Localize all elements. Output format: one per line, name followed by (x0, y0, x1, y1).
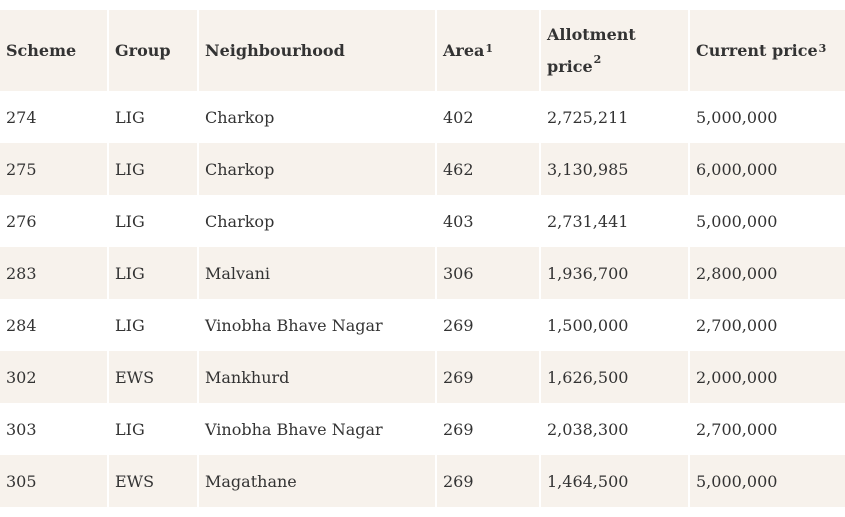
cell-area (437, 403, 539, 455)
allotment-price-value: 1,464,500 (547, 471, 629, 491)
area-value: 269 (443, 367, 474, 387)
current-price-value: 2,800,000 (696, 263, 778, 283)
group-value: LIG (115, 263, 145, 283)
table-row (0, 143, 840, 195)
header-allotment-line1: Allotment (547, 24, 636, 44)
cell-current-price (690, 299, 845, 351)
cell-allotment-price (541, 455, 688, 507)
table-row (0, 351, 840, 403)
area-value: 269 (443, 315, 474, 335)
table-row (0, 247, 840, 299)
cell-allotment-price (541, 299, 688, 351)
table-row (0, 91, 840, 143)
scheme-value: 303 (6, 419, 37, 439)
allotment-price-value: 1,936,700 (547, 263, 629, 283)
scheme-value: 276 (6, 211, 37, 231)
cell-allotment-price (541, 195, 688, 247)
cell-neighbourhood (199, 247, 435, 299)
current-price-value: 2,000,000 (696, 367, 778, 387)
cell-scheme (0, 143, 107, 195)
current-price-value: 5,000,000 (696, 107, 778, 127)
cell-current-price (690, 143, 845, 195)
table-row (0, 299, 840, 351)
area-value: 462 (443, 159, 474, 179)
scheme-value: 284 (6, 315, 37, 335)
scheme-value: 275 (6, 159, 37, 179)
cell-scheme (0, 195, 107, 247)
allotment-price-value: 2,038,300 (547, 419, 629, 439)
cell-area (437, 195, 539, 247)
cell-group (109, 195, 197, 247)
scheme-value: 274 (6, 107, 37, 127)
group-value: LIG (115, 107, 145, 127)
header-allotment-price (541, 10, 688, 91)
cell-scheme (0, 247, 107, 299)
area-value: 403 (443, 211, 474, 231)
cell-area (437, 91, 539, 143)
cell-current-price (690, 91, 845, 143)
neighbourhood-value: Vinobha Bhave Nagar (205, 419, 383, 439)
scheme-value: 302 (6, 367, 37, 387)
allotment-price-value: 1,500,000 (547, 315, 629, 335)
allotment-price-value: 2,725,211 (547, 107, 629, 127)
table-row (0, 195, 840, 247)
area-value: 306 (443, 263, 474, 283)
cell-neighbourhood (199, 143, 435, 195)
current-price-value: 5,000,000 (696, 211, 778, 231)
group-value: EWS (115, 367, 155, 387)
cell-group (109, 455, 197, 507)
cell-allotment-price (541, 247, 688, 299)
cell-neighbourhood (199, 299, 435, 351)
scheme-value: 283 (6, 263, 37, 283)
cell-allotment-price (541, 403, 688, 455)
housing-schemes-table (0, 10, 840, 507)
cell-neighbourhood (199, 91, 435, 143)
table-header-row (0, 10, 840, 91)
area-value: 402 (443, 107, 474, 127)
current-price-value: 6,000,000 (696, 159, 778, 179)
cell-group (109, 247, 197, 299)
neighbourhood-value: Charkop (205, 211, 275, 231)
cell-area (437, 299, 539, 351)
header-neighbourhood-label: Neighbourhood (205, 41, 345, 60)
cell-scheme (0, 351, 107, 403)
cell-allotment-price (541, 143, 688, 195)
allotment-price-value: 3,130,985 (547, 159, 629, 179)
cell-allotment-price (541, 351, 688, 403)
current-price-value: 5,000,000 (696, 471, 778, 491)
header-scheme-label: Scheme (6, 41, 77, 60)
group-value: LIG (115, 419, 145, 439)
neighbourhood-value: Magathane (205, 471, 297, 491)
area-value: 269 (443, 419, 474, 439)
cell-neighbourhood (199, 195, 435, 247)
cell-group (109, 299, 197, 351)
header-allotment-footnote: 2 (593, 53, 602, 67)
allotment-price-value: 1,626,500 (547, 367, 629, 387)
group-value: LIG (115, 211, 145, 231)
group-value: EWS (115, 471, 155, 491)
cell-allotment-price (541, 91, 688, 143)
header-area: Area $^1$ (437, 10, 539, 91)
cell-group (109, 403, 197, 455)
allotment-price-value: 2,731,441 (547, 211, 629, 231)
cell-group (109, 351, 197, 403)
header-group-label: Group (115, 41, 171, 60)
group-value: LIG (115, 315, 145, 335)
table-row (0, 403, 840, 455)
group-value: LIG (115, 159, 145, 179)
current-price-value: 2,700,000 (696, 315, 778, 335)
header-current-label: Current price (696, 41, 818, 60)
cell-scheme (0, 91, 107, 143)
cell-current-price (690, 455, 845, 507)
header-neighbourhood (199, 10, 435, 91)
area-value: 269 (443, 471, 474, 491)
cell-scheme (0, 403, 107, 455)
cell-area (437, 455, 539, 507)
header-current-price: Current price $^3$ (690, 10, 845, 91)
neighbourhood-value: Mankhurd (205, 367, 290, 387)
cell-current-price (690, 351, 845, 403)
cell-group (109, 91, 197, 143)
header-area-label: Area (443, 41, 485, 60)
cell-area (437, 247, 539, 299)
cell-neighbourhood (199, 455, 435, 507)
header-scheme (0, 10, 107, 91)
neighbourhood-value: Charkop (205, 107, 275, 127)
cell-neighbourhood (199, 403, 435, 455)
cell-area (437, 351, 539, 403)
cell-group (109, 143, 197, 195)
neighbourhood-value: Vinobha Bhave Nagar (205, 315, 383, 335)
header-group (109, 10, 197, 91)
table-body (0, 91, 840, 507)
table-row (0, 455, 840, 507)
cell-scheme (0, 299, 107, 351)
cell-current-price (690, 403, 845, 455)
cell-scheme (0, 455, 107, 507)
cell-current-price (690, 247, 845, 299)
cell-current-price (690, 195, 845, 247)
neighbourhood-value: Malvani (205, 263, 271, 283)
header-allotment-line2: price (547, 56, 593, 76)
current-price-value: 2,700,000 (696, 419, 778, 439)
header-allotment-line2-wrap (547, 51, 601, 83)
cell-neighbourhood (199, 351, 435, 403)
neighbourhood-value: Charkop (205, 159, 275, 179)
cell-area (437, 143, 539, 195)
scheme-value: 305 (6, 471, 37, 491)
